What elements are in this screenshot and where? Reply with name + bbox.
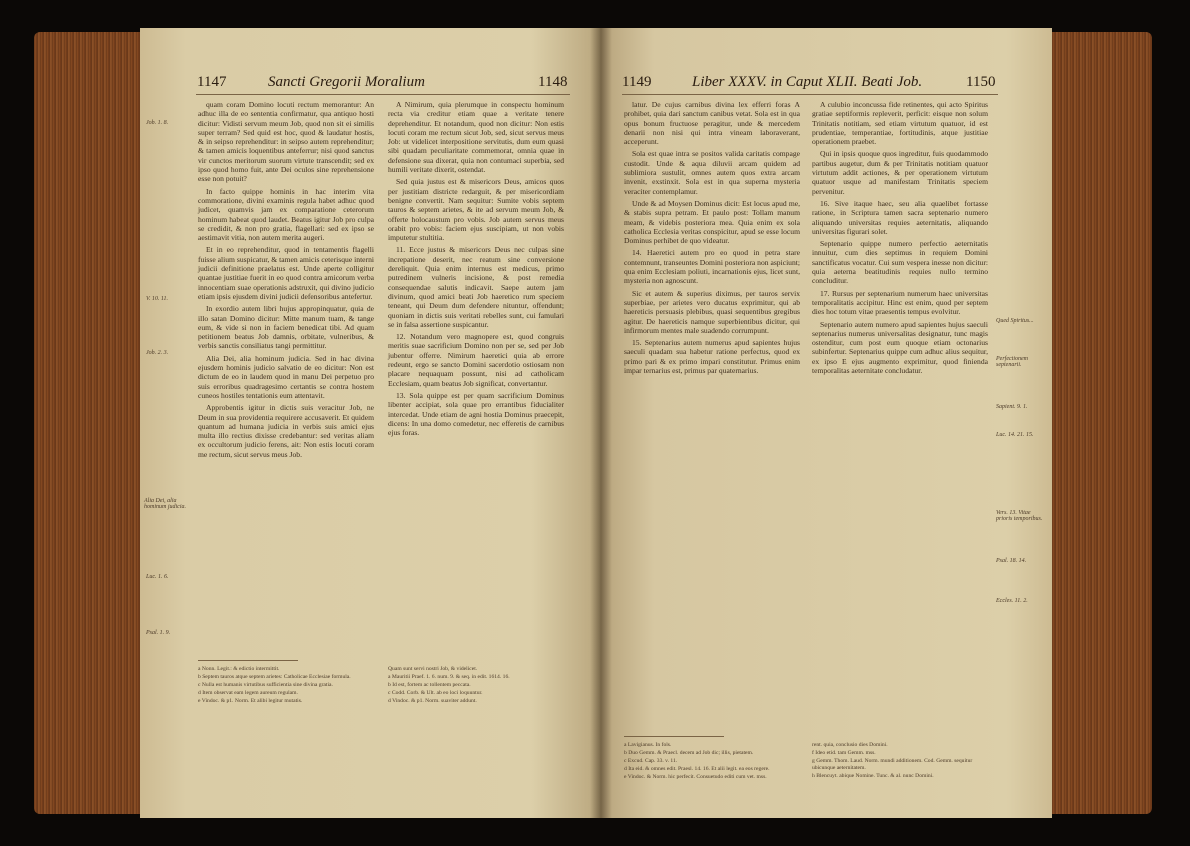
footnote: b Duo Gemm. & Praecl. decem ad Job dic; illis, pietatem. <box>624 750 754 756</box>
paragraph: Et in eo reprehenditur, quod in tentamentis flagelli fuisse alium suspicatur, & tamen amicis ceterisque interni judicii definitione praelatus est. Unde aperte colligitur quantae justitiae fuerit in eo quod contra amicorum verba innocentiam suae operationis adstruxit, qui divino judicio etiam ipsis ejusdem divini judicii defensoribus antefertur. <box>198 245 374 301</box>
paragraph: 17. Rursus per septenarium numerum haec universitas temporalitatis accipitur. Hinc est enim, quod per septem dies hoc totum vitae praesentis tempus evolvitur. <box>812 288 988 317</box>
footnote: e Vindoc. & Norm. hic perfecit. Consuetudo editi cum vet. mss. <box>624 774 767 780</box>
footnote: d Ita eid. & omnes edit. Praesl. 14. 16. Et alii legit. ea eos regere. <box>624 766 770 772</box>
footnote: a Lavigianus. In fols. <box>624 742 672 748</box>
paragraph: Alia Dei, alia hominum judicia. Sed in hac divina ejusdem hominis judicio salvatio de eo dicitur: Non est dictum de eo in laudem quod in manu Dei perpetuo pro suis erroribus quadragesimo certantis se contra hostem cuneos hostiles tentationis eum attentavit. <box>198 353 374 400</box>
left-footnotes-column-2 <box>388 666 564 706</box>
paragraph: Approbentis igitur in dictis suis veracitur Job, ne Deum in sua providentia requirere accusaverit. Et quidem quantum ad humana judicia in verbis suis amici ejus multa illo rectius dixisse credebantur: sed veritas aliam ex occultorum judicio ferens, ait: Non estis locuti coram me rectum, sicut servus meus Job. <box>198 403 374 459</box>
paragraph: 13. Sola quippe est per quam sacrificium Dominus libenter accipiat, sola quae pro errantibus fiducialiter intercedat. Unde etiam de agni hostia Dominus praecepit, dicens: In una domo comedetur, nec efferetis de carnibus ejus foras. <box>388 390 564 438</box>
footnote: f Ideo etid. tam Gemm. mss. <box>812 750 876 756</box>
right-footnotes-column-2 <box>812 742 988 781</box>
margin-ref: Vers. 13. Vitae prioris temporibus. <box>996 510 1043 522</box>
left-footnotes <box>198 666 374 706</box>
paragraph: In facto quippe hominis in hac interim vita commoratione, divini examinis regula habet adhuc quod judicet, quamvis jam ex comparatione ceterorum hominum habeat quod laudet. Beatus igitur Job pro culpa se credidit, & non pro gratia, flagellari: sed ex ipso se aestimavit vitia, non autem merita augeri. <box>198 186 374 243</box>
paragraph: Sic et autem & superius diximus, per tauros servix superbiae, per arietes vero ducatus exprimitur, qui ab haereticis persuasis plebibus, quasi sequentibus gregibus agitur. De haereticis namque superbientibus dicitur, qui infirmorum mentes male suadendo corrumpunt. <box>624 288 800 335</box>
margin-ref: Qued Spiritus... <box>996 318 1034 324</box>
footnote: h Blencuyt. abique Nomine. Tunc. & al. nunc Domini. <box>812 773 934 779</box>
margin-ref: Job. 1. 8. <box>146 120 169 126</box>
margin-ref: Luc. 1. 6. <box>146 574 169 580</box>
footnote: e Vindoc. & p1. Norm. Et alibi legitur mutatis. <box>198 698 303 704</box>
left-page-number-left: 1147 <box>197 74 227 90</box>
margin-ref: Luc. 14. 21. 15. <box>996 432 1034 438</box>
paragraph: Qui in ipsis quoque quos ingreditur, fuis quodammodo partibus augetur, dum & per Trinitatis notitiam quatuor virtutum addit actiones, & per operationem virtutum quatuor usque ad manifestam Trinitatis speciem pervenitur. <box>812 149 988 196</box>
header-rule <box>196 94 570 95</box>
footnote-rule <box>198 660 298 661</box>
footnote: Quam sunt servi nostri Job, & videlicet. <box>388 666 478 672</box>
footnote: c Codd. Corb. & Ult. ab eo loci loquuntur. <box>388 690 483 696</box>
paragraph: 15. Septenarius autem numerus apud sapientes hujus saeculi quadam sua habetur ratione perfectus, quod ex primo pari & ex primo impari constitutur. Primus enim impar ternarius est, primus par quaternarius. <box>624 338 800 376</box>
paragraph: A Nimirum, quia plerumque in conspectu hominum recta via creditur etiam quae a veritate tenere deprehenditur. Et notandum, quod non dicitur: Non estis locuti coram me rectum sicut Job, sed, sicut servus meus Job: ut videlicet interpositione servitutis, dum eum quasi sibi quadam peculiaritate commemorat, omnia quae in defensione sua dixerat, quia non contumaci superbia, sed humili veritate dixerit, ostendat. <box>388 100 564 175</box>
footnote: g Gemm. Thom. Laud. Norm. mundi additionem. Cod. Gemm. sequitur ubicunque aeternitatem. <box>812 758 973 771</box>
left-column-2 <box>388 100 564 440</box>
right-page-number-right: 1150 <box>966 74 996 90</box>
footnote: d Vindoc. & p1. Norm. suaviter addunt. <box>388 698 477 704</box>
margin-ref: Job. 2. 3. <box>146 350 169 356</box>
right-page-number-left: 1149 <box>622 74 652 90</box>
paragraph: A culubio inconcussa fide retinentes, qui acto Spiritus gratiae septiformis repleverit, perficit: eisque non solum Trinitatis notitiam, sed etiam virtutum quatuor, id est prudentiae, temperantiae, fortitudinis, atque justitiae operationem praebet. <box>812 100 988 147</box>
paragraph: Sed quia justus est & misericors Deus, amicos quos per justitiam districte redarguit, & per misericordiam benigne convertit. Nam sequitur: Sumite vobis septem tauros & septem arietes, & ite ad servum meum Job, & offerte holocaustum pro vobis. Job autem servus meus orabit pro vobis: faciem ejus suscipiam, ut non vobis imputetur stultitia. <box>388 177 564 243</box>
margin-ref: Perfectionem septenarii. <box>996 356 1028 368</box>
paragraph: Sola est quae intra se positos valida caritatis compage custodit. Unde & aqua diluvii arcam quidem ad sublimiora sustulit, omnes autem quos extra arcam invenit, exstinxit. Sola est in qua superna mysteria veraciter contemplamur. <box>624 149 800 196</box>
right-page <box>600 28 1052 818</box>
margin-ref: Psal. 18. 14. <box>996 558 1027 564</box>
right-footnotes <box>624 742 800 782</box>
paragraph: In exordio autem libri hujus appropinquatur, quia de illo satan Domino dicitur: Mitte manum tuam, & tange eum, & vide si non in faciem benedicat tibi. Ad quam petitionem beatus Job damnis, orbitate, vulneribus, & verbis sanctis consiliatus tangi permittitur. <box>198 304 374 351</box>
paragraph: latur. De cujus carnibus divina lex efferri foras A prohibet, quia dari sanctum canibus vetat. Sola est in qua opus bonum fructuose peragitur, unde & mercedem denarii non nisi qui intra vineam laboraverant, acceperunt. <box>624 100 800 147</box>
right-column-2 <box>812 100 988 378</box>
right-page-edges <box>1040 32 1152 814</box>
left-running-title: Sancti Gregorii Moralium <box>268 74 425 90</box>
left-column-1 <box>198 100 374 462</box>
footnote: b Id est, fortem ac tollentem peccata. <box>388 682 471 688</box>
footnote: a Mauritii Praef. 1. 6. num. 9. & seq. in edit. 1614. 16. <box>388 674 510 680</box>
footnote-rule <box>624 736 724 737</box>
left-page <box>140 28 600 818</box>
paragraph: Septenario quippe numero perfectio aeternitatis innuitur, cum dies septimus in requiem Domini sanctificatus vocatur. Cui sum vespera inesse non dicitur: quia aeterna beatitudinis requies nullo termino concluditur. <box>812 239 988 286</box>
header-rule <box>622 94 998 95</box>
paragraph: 14. Haeretici autem pro eo quod in petra stare contemnunt, transeuntes Domini posteriora non aspiciunt; qua enim Ecclesiam poliuti, incarnationis ejus, licet sunt, mysteria non agnoscunt. <box>624 248 800 286</box>
paragraph: quam coram Domino locuti rectum memorantur: An adhuc illa de eo sententia confirmatur, qua antiquo hosti dicitur: Vidisti servum meum Job, quod non sit ei similis super terram? Sed quid est hoc, quod & laudatur hostis, & in seipso reprehenditur: in seipso autem reprehenditur; & tamen amicis loquentibus anteferrur; nisi quod sanctus vir cunctos meritorum suorum virtute transcendit; sed ex ipso quod homo fuit, ante Dei oculos sine reprehensione esse non potuit? <box>198 100 374 184</box>
book-gutter <box>590 28 612 818</box>
footnote: b Septem tauros atque septem arietes: Catholicae Ecclesiae formula. <box>198 674 351 680</box>
paragraph: Septenario autem numero apud sapientes hujus saeculi septenarius numerus universalitas designatur, tunc magis ostenditur, cum post eum quoque etiam octonarius subinfertur. Septenarius quippe cum adhuc alius sequitur, ex ipso E ejus augmento exprimitur, quod finienda temporalitas aeternitate concludatur. <box>812 319 988 376</box>
left-page-edges <box>34 32 146 814</box>
footnote: d Item observat eam legem aureum regulam. <box>198 690 298 696</box>
paragraph: 11. Ecce justus & misericors Deus nec culpas sine increpatione deserit, nec reatum sine conversione dereliquit. Quia enim internus est medicus, primo putredinem vulneris incisione, & post remedia consequendae salutis indicavit. Saepe autem jam divinum, quod amici beati Job haeretico rum speciem teneant, qui Deum dum defendere nituntur, offendunt; quoniam in dictis suis veritati rebelles sunt, cui famulari se in falsa assertione suspicantur. <box>388 245 564 329</box>
margin-ref: Psal. 1. 9. <box>146 630 171 636</box>
footnote: c Nulla est humanis virtutibus sufficientia sine divina gratia. <box>198 682 333 688</box>
margin-ref: Eccles. 11. 2. <box>996 598 1028 604</box>
margin-ref: Sapient. 9. 1. <box>996 404 1028 410</box>
footnote: c Excud. Cap. 33. v. 11. <box>624 758 678 764</box>
footnote: rent. quia, conclusio dies Domini. <box>812 742 888 748</box>
paragraph: 16. Sive itaque haec, seu alia quaelibet fortasse ratione, in Scriptura tamen sacra septenario numero aliquando universitas requies aeternitatis, aliquando universitas figurari solet. <box>812 198 988 236</box>
footnote: a Nonn. Legit.: & edictio intermittit. <box>198 666 280 672</box>
paragraph: 12. Notandum vero magnopere est, quod congruis meritis suae sacrificium Domino non per se, sed per Job jubentur offerre. Nimirum haeretici quia ab errore redeunt, ergo se sancto Domini sacerdotio ostiosam non placare nequaquam possunt, nisi ad catholicam Ecclesiam, quam beatus Job significat, convertantur. <box>388 332 564 388</box>
margin-ref: Alia Dei, alia hominum judicia. <box>144 498 186 510</box>
left-page-number-right: 1148 <box>538 74 568 90</box>
right-running-title: Liber XXXV. in Caput XLII. Beati Job. <box>692 74 923 90</box>
right-column-1 <box>624 100 800 378</box>
paragraph: Unde & ad Moysen Dominus dicit: Est locus apud me, & stabis supra petram. Et paulo post: Tollam manum meam, & videbis posteriora mea. Quia enim ex sola catholica Ecclesia veritas conspicitur, apud se esse locum Dominus perhibet de quo videatur. <box>624 198 800 246</box>
margin-ref: V. 10. 11. <box>146 296 168 302</box>
